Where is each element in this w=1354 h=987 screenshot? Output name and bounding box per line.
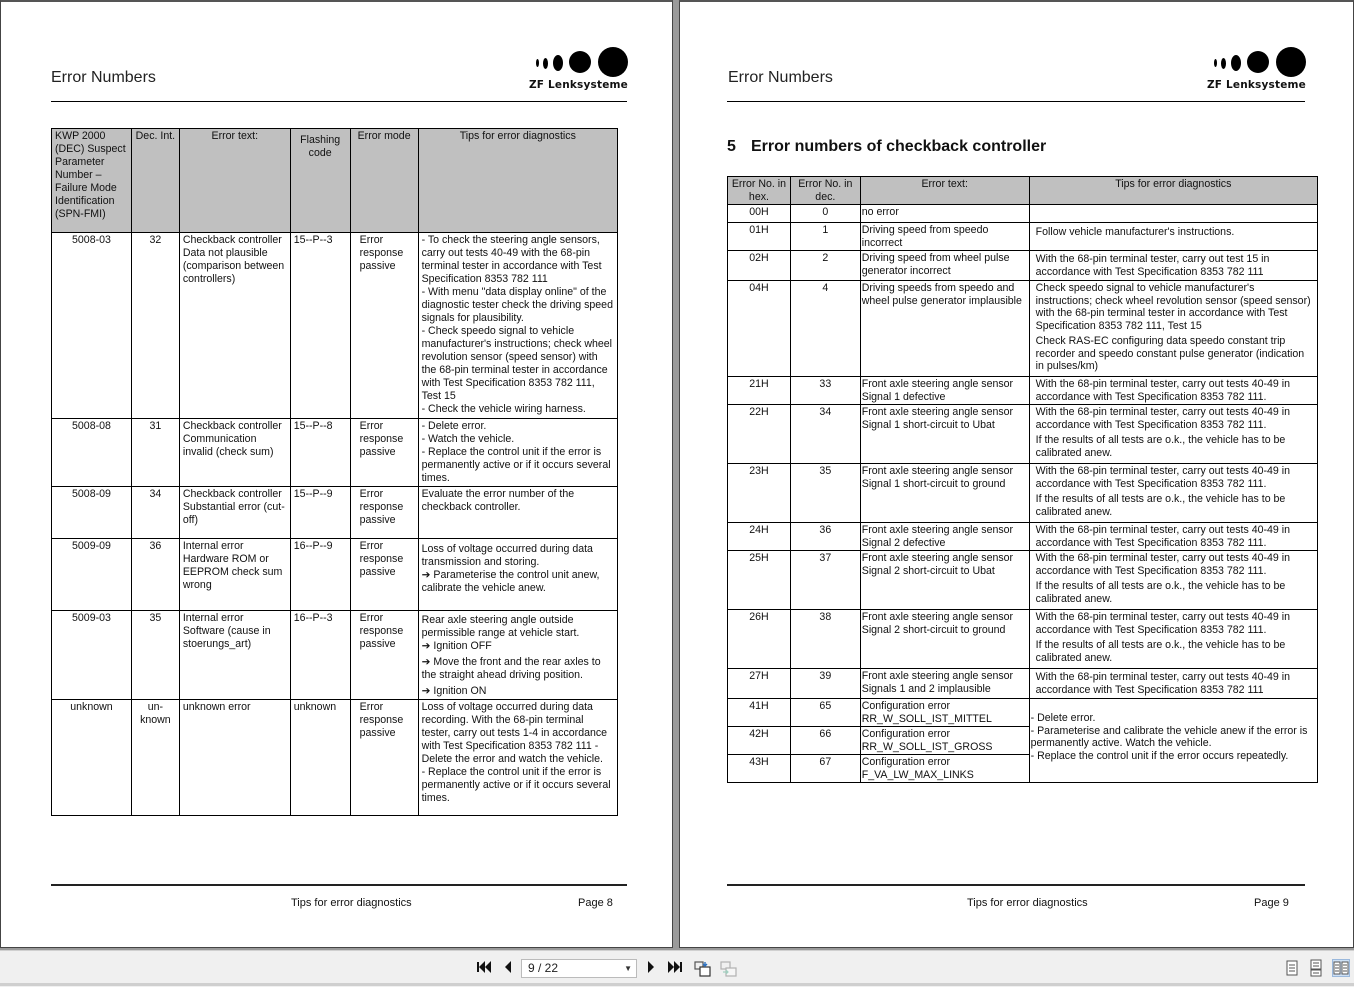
previous-page-icon: [503, 960, 513, 974]
table-row: 21H 33 Front axle steering angle sensor Signal 1 defective With the 68-pin terminal tester, carry out tests 40-49 in accordance with Test Specification 8353 782 111.: [728, 377, 1318, 405]
table-row: 23H 35 Front axle steering angle sensor Signal 1 short-circuit to ground With the 68-pin terminal tester, carry out tests 40-49 in accordance with Test Specification 8353 782 111. If the results of all tests are o.k., the vehicle has to be calibrated anew.: [728, 464, 1318, 523]
footer-text: Tips for error diagnostics: [967, 897, 1088, 909]
two-page-view-button[interactable]: [1332, 959, 1350, 977]
table-row: 5008-09 34 Checkback controller Substantial error (cut-off) 15--P--9 Error response passive Evaluate the error number of the checkback controller.: [52, 487, 618, 539]
table-row: 42H 66 Configuration error RR_W_SOLL_IST_GROSS: [728, 727, 1318, 755]
col-header-hex: Error No. in hex.: [728, 177, 791, 205]
last-page-icon: [667, 960, 683, 974]
table-row: 01H 1 Driving speed from speedo incorrect Follow vehicle manufacturer's instructions.: [728, 223, 1318, 251]
header-divider: [727, 101, 1305, 102]
logo-dots-icon: [1206, 48, 1306, 78]
zf-logo: [1206, 48, 1306, 92]
logo-dots-icon: [528, 48, 628, 78]
zf-logo: [528, 48, 628, 92]
spn-fmi-error-table: [51, 128, 618, 816]
header-divider: [51, 101, 627, 102]
footer-text: Tips for error diagnostics: [291, 897, 412, 909]
page-number-input[interactable]: 9 / 22 ▼: [521, 959, 637, 978]
next-page-button[interactable]: [645, 960, 657, 978]
col-header-error-mode: Error mode: [350, 129, 418, 233]
table-row: 22H 34 Front axle steering angle sensor Signal 1 short-circuit to Ubat With the 68-pin terminal tester, carry out tests 40-49 in accordance with Test Specification 8353 782 111. If the results of all tests are o.k., the vehicle has to be calibrated anew.: [728, 405, 1318, 464]
table-row: 5009-03 35 Internal error Software (cause in stoerungs_art) 16--P--3 Error response passive Rear axle steering angle outside permissible range at vehicle start. ➔ Ignition OFF ➔ Move the front and the rear axles to the straight ahead driving position. ➔ Ignition ON: [52, 611, 618, 700]
copy-page-icon: [694, 960, 712, 978]
footer-divider: [51, 884, 627, 886]
col-header-dec: Dec. Int.: [131, 129, 179, 233]
single-page-view-button[interactable]: [1283, 959, 1301, 977]
first-page-icon: [476, 960, 492, 974]
table-row: 27H 39 Front axle steering angle sensor Signals 1 and 2 implausible With the 68-pin terminal tester, carry out tests 40-49 in accordance with Test Specification 8353 782 111: [728, 669, 1318, 699]
table-row: 5008-03 32 Checkback controller Data not plausible (comparison between controllers) 15--P--3 Error response passive - To check the steering angle sensors, carry out tests 40-49 with the 68-pin terminal tester in accordance with Test Specification 8353 782 111 - With menu "data display online" of the diagnostic tester check the driving speed signals for plausibility. - Check speedo signal to vehicle manufacturer's instructions; check wheel revolution sensor (speed sensor) with the 68-pin terminal tester in accordance with Test Specification 8353 782 111, Test 15 - Check the vehicle wiring harness.: [52, 233, 618, 419]
table-row: 5009-09 36 Internal error Hardware ROM or EEPROM check sum wrong 16--P--9 Error response passive Loss of voltage occurred during data transmission and storing. ➔ Parameterise the control unit anew, calibrate the vehicle anew.: [52, 539, 618, 611]
table-row: 43H 67 Configuration error F_VA_LW_MAX_LINKS: [728, 755, 1318, 783]
header-title: Error Numbers: [51, 69, 156, 86]
last-page-button[interactable]: [667, 960, 683, 978]
two-page-icon: [1333, 960, 1349, 976]
col-header-spn: KWP 2000 (DEC) Suspect Parameter Number – Failure Mode Identification (SPN-FMI): [52, 129, 132, 233]
copy-page-button[interactable]: [694, 960, 712, 978]
table-row: 5008-08 31 Checkback controller Communication invalid (check sum) 15--P--8 Error response passive - Delete error. - Watch the vehicle. - Replace the control unit if the error is permanently active or if it occurs several times.: [52, 419, 618, 487]
col-header-dec: Error No. in dec.: [790, 177, 860, 205]
table-row: 00H 0 no error: [728, 205, 1318, 223]
col-header-error-text: Error text:: [179, 129, 290, 233]
col-header-tips: Tips for error diagnostics: [418, 129, 617, 233]
page-layout-icon: [720, 960, 738, 978]
footer-divider: [727, 884, 1305, 886]
table-row: 26H 38 Front axle steering angle sensor Signal 2 short-circuit to ground With the 68-pin terminal tester, carry out tests 40-49 in accordance with Test Specification 8353 782 111. If the results of all tests are o.k., the vehicle has to be calibrated anew.: [728, 610, 1318, 669]
continuous-view-button[interactable]: [1307, 959, 1325, 977]
page-number: Page 8: [578, 897, 613, 909]
table-row: unknown un-known unknown error unknown Error response passive Loss of voltage occurred during data recording. With the 68-pin terminal tester, carry out tests 1-4 in accordance with Test Specification 8353 782 111 - Delete the error and watch the vehicle. - Replace the control unit if the error is permanently active or if it occurs several times.: [52, 700, 618, 816]
brand-name: ZF Lenksysteme: [1206, 79, 1306, 91]
shared-tips-cell: - Delete error. - Parameterise and calibrate the vehicle anew if the error is permanently active. Watch the vehicle. - Replace the control unit if the error occurs repeatedly.: [1029, 699, 1317, 783]
previous-page-button[interactable]: [502, 960, 514, 978]
next-page-icon: [646, 960, 656, 974]
first-page-button[interactable]: [476, 960, 492, 978]
brand-name: ZF Lenksysteme: [528, 79, 628, 91]
page-number: Page 9: [1254, 897, 1289, 909]
continuous-page-icon: [1307, 959, 1325, 977]
table-row: 04H 4 Driving speeds from speedo and wheel pulse generator implausible Check speedo signal to vehicle manufacturer's instructions; check wheel revolution sensor (speed sensor) with the 68-pin terminal tester in accordance with Test Specification 8353 782 111, Test 15 Check RAS-EC configuring data speedo constant trip recorder and speedo constant pulse generator (indication in pulses/km): [728, 281, 1318, 377]
table-row: 25H 37 Front axle steering angle sensor Signal 2 short-circuit to Ubat With the 68-pin terminal tester, carry out tests 40-49 in accordance with Test Specification 8353 782 111. If the results of all tests are o.k., the vehicle has to be calibrated anew.: [728, 551, 1318, 610]
table-row: 41H 65 Configuration error RR_W_SOLL_IST_MITTEL - Delete error. - Parameterise and calibrate the vehicle anew if the error is permanently active. Watch the vehicle. - Replace the control unit if the error occurs repeatedly.: [728, 699, 1318, 727]
col-header-flashing-code: Flashing code: [290, 129, 350, 233]
table-row: 24H 36 Front axle steering angle sensor Signal 2 defective With the 68-pin terminal tester, carry out tests 40-49 in accordance with Test Specification 8353 782 111.: [728, 523, 1318, 551]
col-header-error-text: Error text:: [860, 177, 1029, 205]
section-heading: 5 Error numbers of checkback controller: [727, 138, 1047, 155]
viewer-toolbar: [0, 950, 1354, 987]
header-title: Error Numbers: [728, 69, 833, 86]
document-page-8: [0, 0, 673, 948]
col-header-tips: Tips for error diagnostics: [1029, 177, 1317, 205]
dropdown-caret-icon[interactable]: ▼: [624, 964, 632, 973]
checkback-error-table: [727, 176, 1318, 783]
table-row: 02H 2 Driving speed from wheel pulse generator incorrect With the 68-pin terminal tester, carry out test 15 in accordance with Test Specification 8353 782 111: [728, 251, 1318, 281]
page-layout-button[interactable]: [720, 960, 738, 978]
single-page-icon: [1283, 959, 1301, 977]
